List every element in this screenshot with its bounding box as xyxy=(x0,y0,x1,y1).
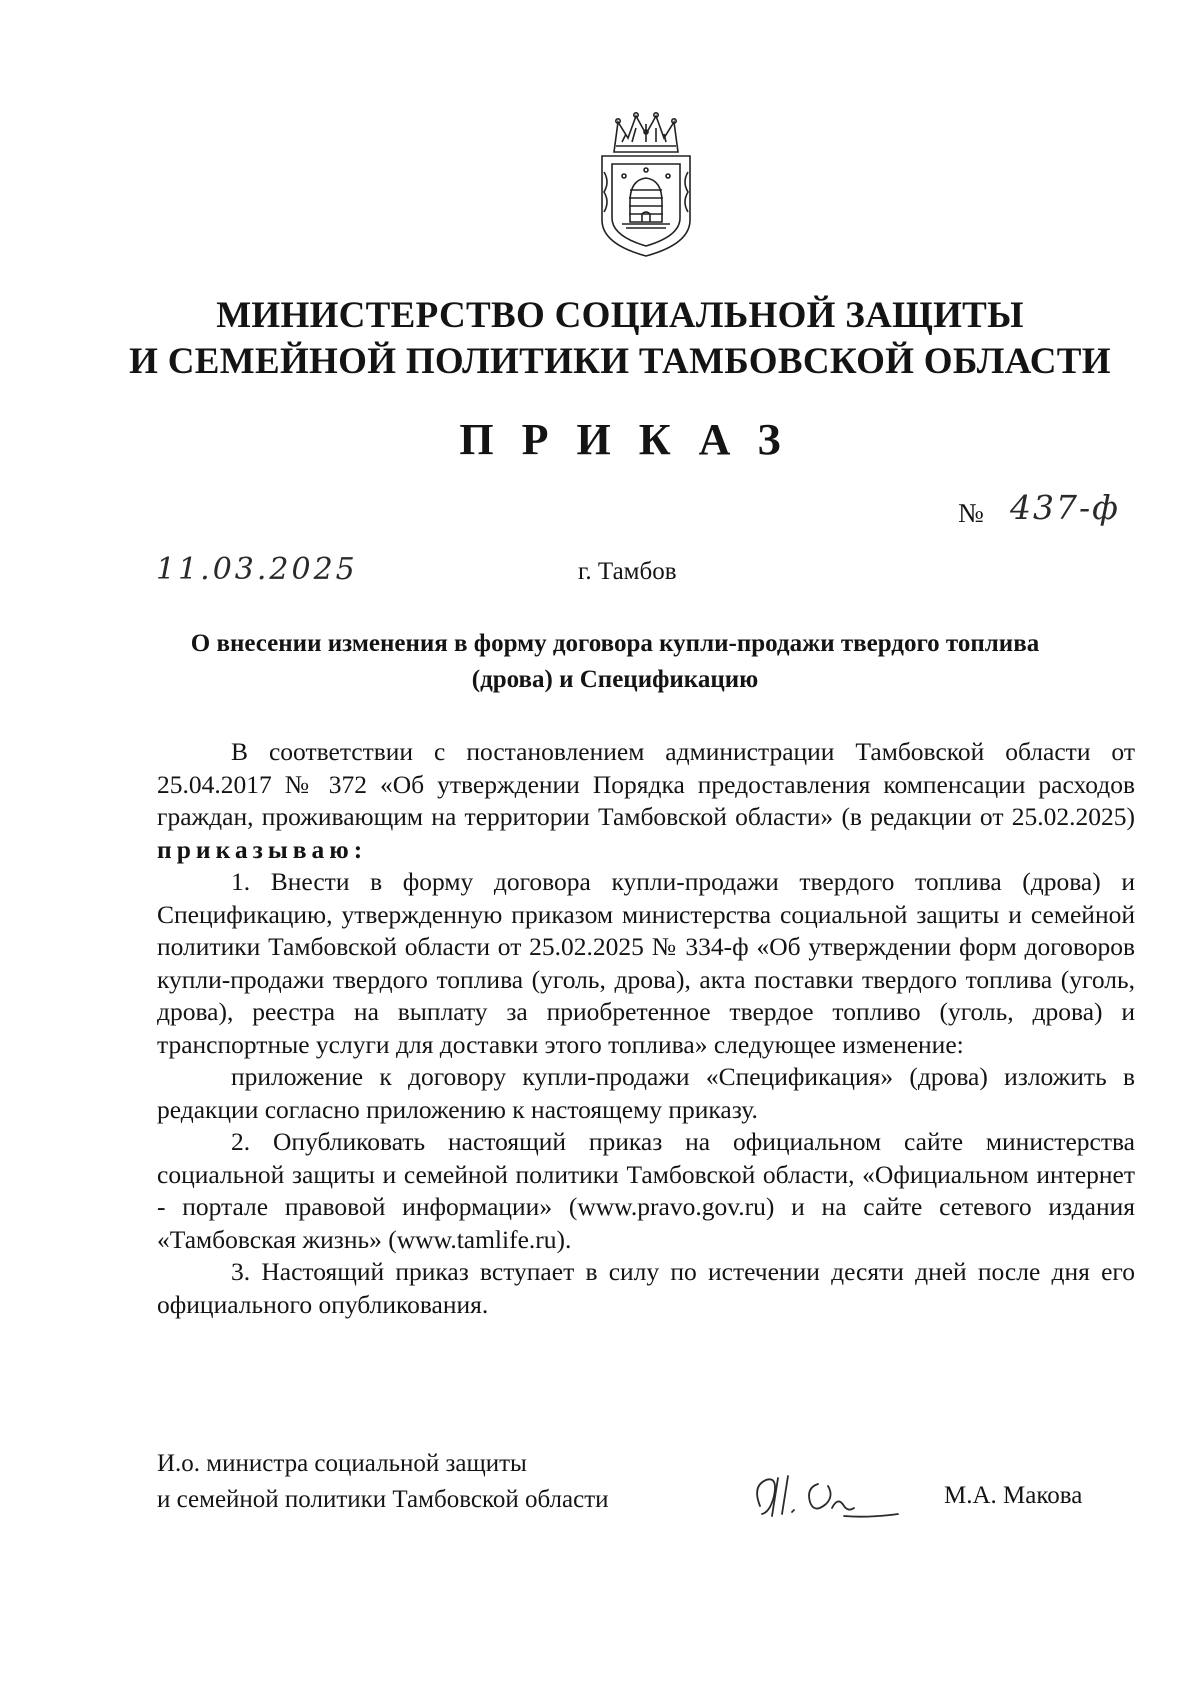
item-1-sub-paragraph: приложение к договору купли-продажи «Спецификация» (дрова) изложить в редакции согласно приложению к настоящему приказу. xyxy=(157,1062,1135,1124)
preamble-text: В соответствии с постановлением администрации Тамбовской области от 25.04.2017 № 372 «Об утверждении Порядка предоставления компенсации расходов граждан, проживающим на территории Тамбовской области» (в редакции от 25.02.2025) xyxy=(157,737,1135,831)
order-number-label: № xyxy=(958,498,984,528)
signatory-name: М.А. Макова xyxy=(944,1482,1083,1509)
signatory-position-line1: И.о. министра социальной защиты xyxy=(157,1450,527,1477)
handwritten-signature xyxy=(748,1466,908,1530)
item-1-paragraph: 1. Внести в форму договора купли-продажи твердого топлива (дрова) и Спецификацию, утвержденную приказом министерства социальной защиты и семейной политики Тамбовской области от 25.02.2025 № 334-ф «Об утверждении форм договоров купли-продажи твердого топлива (уголь, дрова), акта поставки твердого топлива (уголь, дрова), реестра на выплату за приобретенное твердое топливо (уголь, дрова) и транспортные услуги для доставки этого топлива» следующее изменение: xyxy=(157,867,1135,1059)
order-title-line2: (дрова) и Спецификацию xyxy=(471,666,759,693)
order-word: приказываю: xyxy=(157,834,368,864)
order-number-handwritten: 437-ф xyxy=(1010,488,1120,527)
order-title xyxy=(150,626,1080,698)
document-type-heading: ПРИКАЗ xyxy=(459,415,809,464)
order-city: г. Тамбов xyxy=(578,558,677,585)
tambov-coat-of-arms-icon xyxy=(592,112,700,258)
ministry-name-line1: МИНИСТЕРСТВО СОЦИАЛЬНОЙ ЗАЩИТЫ xyxy=(216,295,1024,336)
preamble-paragraph xyxy=(157,736,1135,866)
signatory-position-line2: и семейной политики Тамбовской области xyxy=(157,1486,609,1513)
order-body xyxy=(157,736,1135,1321)
item-3-paragraph: 3. Настоящий приказ вступает в силу по истечении десяти дней после дня его официального опубликования. xyxy=(157,1257,1135,1319)
order-date-handwritten: 11.03.2025 xyxy=(156,552,358,587)
order-title-line1: О внесении изменения в форму договора купли-продажи твердого топлива xyxy=(190,630,1040,657)
item-2-paragraph: 2. Опубликовать настоящий приказ на официальном сайте министерства социальной защиты и семейной политики Тамбовской области, «Официальном интернет - портале правовой информации» (www.pravo.gov.ru) и на сайте сетевого издания «Тамбовская жизнь» (www.tamlife.ru). xyxy=(157,1127,1135,1254)
signatory-position xyxy=(157,1446,609,1518)
ministry-name-line2: И СЕМЕЙНОЙ ПОЛИТИКИ ТАМБОВСКОЙ ОБЛАСТИ xyxy=(129,341,1111,382)
